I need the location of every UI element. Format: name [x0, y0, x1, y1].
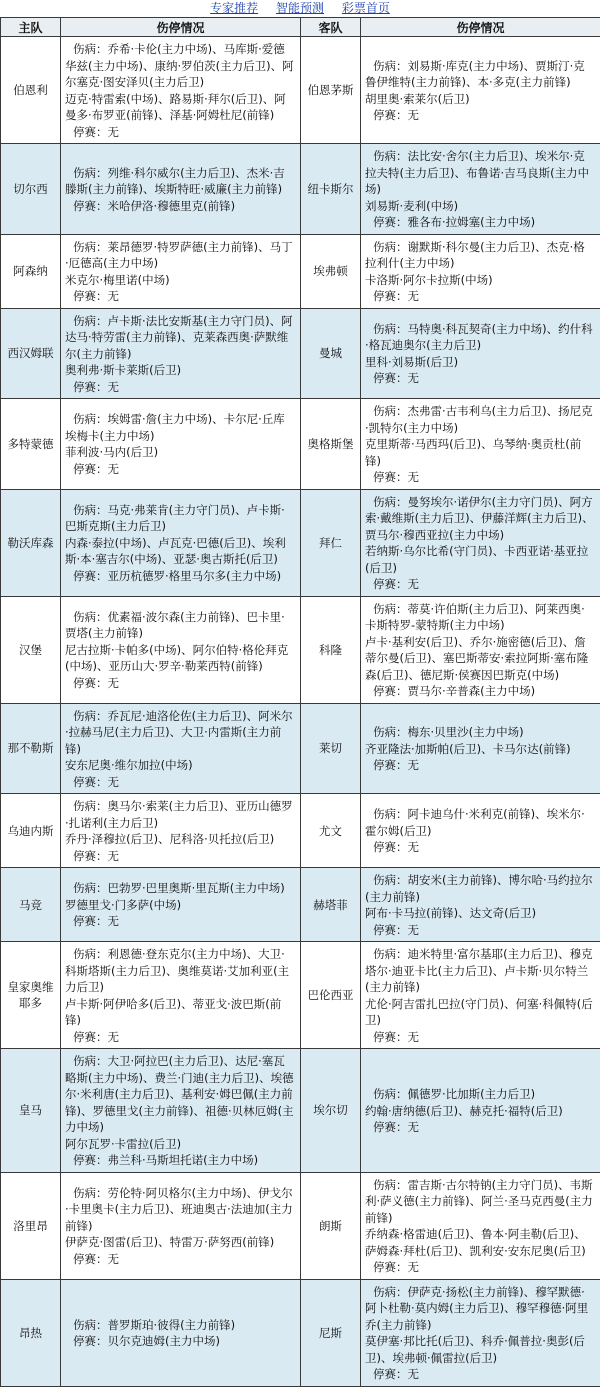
away-injury-info	[361, 399, 600, 490]
suspension-line	[65, 1333, 296, 1350]
suspension-label: 停赛：	[65, 849, 108, 863]
injury-line	[365, 724, 596, 741]
suspension-line	[365, 757, 596, 774]
away-team: 巴伦西亚	[301, 942, 361, 1049]
injury-more: 内森·泰拉(中场)、卢瓦克·巴德(后卫)、埃利斯·本·塞吉尔(中场)、亚瑟·奥古斯托(后卫)	[65, 535, 296, 568]
injury-more: 刘易斯·麦利(中场)	[365, 198, 596, 215]
away-team: 莱切	[301, 703, 361, 794]
away-injury-info	[361, 234, 600, 308]
home-injury-info	[61, 234, 301, 308]
suspension-label: 停赛：	[65, 199, 108, 213]
header-away-info: 伤停情况	[361, 18, 600, 37]
header-home-info: 伤停情况	[61, 18, 301, 37]
suspension-players: 无	[408, 923, 420, 937]
header-away: 客队	[301, 18, 361, 37]
home-injury-info	[61, 942, 301, 1049]
injury-players: 劳伦特·阿贝格尔(主力中场)、伊戈尔·卡里奥卡(主力后卫)、班迪奥古·法迪加(主力前锋)	[65, 1186, 293, 1233]
injury-players: 梅东·贝里沙(主力中场)	[408, 725, 524, 739]
suspension-line	[65, 1251, 296, 1268]
injury-players: 胡安米(主力前锋)、博尔哈·马约拉尔(主力前锋)	[365, 873, 593, 904]
suspension-players: 无	[408, 577, 420, 591]
home-team: 勒沃库森	[1, 489, 61, 596]
away-team: 科隆	[301, 596, 361, 703]
suspension-line	[365, 1029, 596, 1046]
suspension-players: 无	[408, 371, 420, 385]
suspension-line	[365, 1119, 596, 1136]
injury-line	[65, 708, 296, 758]
injury-more: 尼古拉斯·卡帕多(中场)、阿尔伯特·格伦拜克(中场)、亚历山大·罗辛·勒莱西特(前锋)	[65, 642, 296, 675]
home-team: 皇家奥维耶多	[1, 942, 61, 1049]
home-injury-info	[61, 308, 301, 399]
injury-players: 佩德罗·比加斯(主力后卫)	[408, 1087, 536, 1101]
injury-more: 尤伦·阿吉雷扎巴拉(守门员)、何塞·科佩特(后卫)	[365, 996, 596, 1029]
injury-players: 莱昂德罗·特罗萨德(主力前锋)、马丁·厄德高(主力中场)	[65, 240, 293, 271]
injury-more: 安东尼奥·维尔加拉(中场)	[65, 757, 296, 774]
suspension-line	[365, 469, 596, 486]
injury-players: 卢卡斯·法比安斯基(主力守门员)、阿达马·特劳雷(主力前锋)、克莱森西奥·萨默维尔(主力前锋)	[65, 314, 293, 361]
injury-line	[365, 1086, 596, 1103]
suspension-label: 停赛：	[365, 371, 408, 385]
injury-players: 曼努埃尔·诺伊尔(主力守门员)、阿方索·戴维斯(主力后卫)、伊藤洋辉(主力后卫)、贾马尔·穆西亚拉(主力中场)	[365, 495, 594, 542]
suspension-label: 停赛：	[365, 1030, 408, 1044]
home-injury-info	[61, 596, 301, 703]
injury-players: 伊萨克·扬松(主力前锋)、穆罕默德·阿卜杜勒·莫内姆(主力后卫)、穆罕穆德·阿里乔(主力前锋)	[365, 1285, 588, 1332]
suspension-line	[65, 1152, 296, 1169]
away-team: 尤文	[301, 794, 361, 868]
injury-players: 列维·科尔威尔(主力后卫)、杰米·吉滕斯(主力前锋)、埃斯特旺·威廉(主力前锋)	[65, 166, 285, 197]
injury-label: 伤病：	[65, 881, 108, 895]
injury-more: 阿尔瓦罗·卡雷拉(后卫)	[65, 1136, 296, 1153]
injury-line	[365, 872, 596, 905]
away-injury-info	[361, 1279, 600, 1386]
home-team: 那不勒斯	[1, 703, 61, 794]
injury-more: 齐亚隆法·加斯帕(后卫)、卡马尔达(前锋)	[365, 741, 596, 758]
injury-players: 利恩德·登东克尔(主力中场)、大卫·科斯塔斯(主力后卫)、奥维莫诺·艾加利亚(主力后卫)	[65, 947, 289, 994]
injury-label: 伤病：	[365, 322, 408, 336]
injury-players: 乔瓦尼·迪洛伦佐(主力后卫)、阿米尔·拉赫马尼(主力后卫)、大卫·内雷斯(主力前锋)	[65, 709, 293, 756]
suspension-line	[65, 124, 296, 141]
suspension-players: 无	[408, 1367, 420, 1381]
injury-label: 伤病：	[365, 1285, 408, 1299]
injury-line	[365, 806, 596, 839]
injury-line	[365, 148, 596, 198]
injury-line	[65, 946, 296, 996]
injury-players: 谢默斯·科尔曼(主力后卫)、杰克·格拉利什(主力中场)	[365, 240, 585, 271]
home-team: 马竞	[1, 868, 61, 942]
injury-line	[365, 239, 596, 272]
injury-more: 乔纳森·格雷迪(后卫)、鲁本·阿圭勒(后卫)、萨姆森·拜杜(后卫)、凯利安·安东尼奥(后卫)	[365, 1226, 596, 1259]
injury-label: 伤病：	[65, 314, 108, 328]
injury-players: 奥马尔·索莱(主力后卫)、亚历山德罗·扎诺利(主力后卫)	[65, 799, 293, 830]
match-list	[1, 37, 600, 1387]
injury-players: 乔希·卡伦(主力中场)、马库斯·爱德华兹(主力中场)、康纳·罗伯茨(主力后卫)、阿尔塞克·图安泽贝(主力后卫)	[65, 42, 294, 89]
home-team: 汉堡	[1, 596, 61, 703]
suspension-players: 无	[108, 125, 120, 139]
away-injury-info	[361, 1172, 600, 1279]
suspension-line	[65, 379, 296, 396]
suspension-label: 停赛：	[365, 1260, 408, 1274]
suspension-line	[65, 774, 296, 791]
suspension-players: 无	[408, 840, 420, 854]
suspension-players: 无	[108, 1030, 120, 1044]
injury-line	[365, 946, 596, 996]
injury-label: 伤病：	[365, 495, 408, 509]
injury-players: 马克·弗莱肯(主力守门员)、卢卡斯·巴斯克斯(主力后卫)	[65, 503, 285, 534]
suspension-label: 停赛：	[65, 914, 108, 928]
match-row	[1, 308, 600, 399]
suspension-label: 停赛：	[65, 676, 108, 690]
home-team: 切尔西	[1, 144, 61, 235]
suspension-label: 停赛：	[65, 775, 108, 789]
injury-label: 伤病：	[65, 240, 108, 254]
away-team: 尼斯	[301, 1279, 361, 1386]
suspension-players: 无	[108, 914, 120, 928]
suspension-players: 贾马尔·辛普森(主力中场)	[408, 684, 536, 698]
injury-line	[65, 798, 296, 831]
home-team: 阿森纳	[1, 234, 61, 308]
away-team: 赫塔菲	[301, 868, 361, 942]
injury-more: 莫伊塞·邦比托(后卫)、科乔·佩普拉·奥彭(后卫)、埃弗顿·佩雷拉(后卫)	[365, 1333, 596, 1366]
match-row	[1, 489, 600, 596]
home-injury-info	[61, 1279, 301, 1386]
suspension-line	[65, 461, 296, 478]
suspension-line	[365, 683, 596, 700]
injury-players: 阿卡迪乌什·米利克(前锋)、埃米尔·霍尔姆(后卫)	[365, 807, 585, 838]
injury-more: 奥利弗·斯卡莱斯(后卫)	[65, 362, 296, 379]
away-team: 纽卡斯尔	[301, 144, 361, 235]
suspension-line	[365, 107, 596, 124]
home-team: 洛里昂	[1, 1172, 61, 1279]
injury-players: 迪米特里·富尔基耶(主力后卫)、穆克塔尔·迪亚卡比(主力后卫)、卢卡斯·贝尔特兰(主力前锋)	[365, 947, 593, 994]
injury-line	[365, 58, 596, 91]
home-injury-info	[61, 144, 301, 235]
home-injury-info	[61, 1049, 301, 1173]
injury-more: 卡洛斯·阿尔卡拉斯(中场)	[365, 272, 596, 289]
match-row	[1, 399, 600, 490]
suspension-line	[365, 1259, 596, 1276]
nav-link-expert[interactable]: 专家推荐	[210, 1, 258, 15]
injury-players: 刘易斯·库克(主力中场)、贾斯汀·克鲁伊维特(主力前锋)、本·多克(主力前锋)	[365, 59, 585, 90]
suspension-label: 停赛：	[365, 577, 408, 591]
away-injury-info	[361, 308, 600, 399]
injury-line	[65, 411, 296, 444]
injury-label: 伤病：	[365, 149, 408, 163]
injury-label: 伤病：	[365, 240, 408, 254]
away-team: 埃尔切	[301, 1049, 361, 1173]
suspension-players: 无	[408, 1030, 420, 1044]
suspension-players: 雅各布·拉姆塞(主力中场)	[408, 215, 536, 229]
suspension-label: 停赛：	[65, 289, 108, 303]
injury-label: 伤病：	[365, 725, 408, 739]
away-team: 朗斯	[301, 1172, 361, 1279]
suspension-label: 停赛：	[65, 1252, 108, 1266]
away-team: 奥格斯堡	[301, 399, 361, 490]
injury-players: 普罗斯珀·彼得(主力前锋)	[108, 1318, 236, 1332]
suspension-players: 米哈伊洛·穆德里克(前锋)	[108, 199, 236, 213]
away-team: 埃弗顿	[301, 234, 361, 308]
injury-line	[365, 601, 596, 634]
away-injury-info	[361, 794, 600, 868]
injury-players: 大卫·阿拉巴(主力后卫)、达尼·塞瓦略斯(主力中场)、费兰·门迪(主力后卫)、埃德尔·米利唐(主力后卫)、基利安·姆巴佩(主力前锋)、罗德里戈(主力前锋)、祖德·贝林厄姆(主力中场)	[65, 1054, 294, 1134]
suspension-line	[65, 568, 296, 585]
injury-line	[365, 321, 596, 354]
injury-line	[365, 1284, 596, 1334]
injury-label: 伤病：	[65, 1054, 108, 1068]
injury-label: 伤病：	[365, 1087, 408, 1101]
match-row	[1, 942, 600, 1049]
suspension-players: 无	[108, 289, 120, 303]
suspension-line	[365, 214, 596, 231]
suspension-label: 停赛：	[65, 125, 108, 139]
injury-players: 法比安·舍尔(主力后卫)、埃米尔·克拉夫特(主力后卫)、布鲁诺·吉马良斯(主力中场)	[365, 149, 589, 196]
suspension-label: 停赛：	[65, 380, 108, 394]
suspension-line	[65, 848, 296, 865]
injury-label: 伤病：	[65, 1186, 108, 1200]
injury-players: 杰弗雷·古韦利乌(主力后卫)、扬尼克·凯特尔(主力中场)	[365, 404, 593, 435]
injury-line	[65, 41, 296, 91]
match-row	[1, 868, 600, 942]
suspension-label: 停赛：	[65, 1030, 108, 1044]
injury-line	[65, 1053, 296, 1136]
injury-line	[65, 165, 296, 198]
injury-line	[65, 880, 296, 897]
suspension-label: 停赛：	[65, 462, 108, 476]
match-row	[1, 234, 600, 308]
suspension-line	[365, 1366, 596, 1383]
injury-label: 伤病：	[65, 1318, 108, 1332]
away-injury-info	[361, 37, 600, 144]
suspension-label: 停赛：	[365, 840, 408, 854]
injury-more: 卢卡斯·阿伊哈多(后卫)、蒂亚戈·波巴斯(前锋)	[65, 996, 296, 1029]
suspension-line	[65, 198, 296, 215]
injury-more: 菲利波·马内(后卫)	[65, 444, 296, 461]
suspension-line	[365, 370, 596, 387]
nav-link-prediction[interactable]: 智能预测	[276, 1, 324, 15]
suspension-players: 无	[108, 1252, 120, 1266]
suspension-line	[65, 913, 296, 930]
away-team: 拜仁	[301, 489, 361, 596]
away-injury-info	[361, 942, 600, 1049]
injury-more: 乔丹·泽穆拉(后卫)、尼科洛·贝托拉(后卫)	[65, 831, 296, 848]
match-row	[1, 794, 600, 868]
injury-line	[65, 1185, 296, 1235]
suspension-players: 无	[408, 289, 420, 303]
suspension-label: 停赛：	[365, 684, 408, 698]
injury-more: 罗德里戈·门多萨(中场)	[65, 897, 296, 914]
injury-label: 伤病：	[365, 873, 408, 887]
suspension-line	[65, 1029, 296, 1046]
injury-players: 优素福·波尔森(主力前锋)、巴卡里·贾塔(主力前锋)	[65, 610, 285, 641]
injury-players: 马特奥·科瓦契奇(主力中场)、约什科·格瓦迪奥尔(主力后卫)	[365, 322, 593, 353]
suspension-label: 停赛：	[365, 758, 408, 772]
injury-label: 伤病：	[65, 799, 108, 813]
injury-players: 巴勃罗·巴里奥斯·里瓦斯(主力中场)	[108, 881, 285, 895]
suspension-players: 弗兰科·马斯坦托诺(主力中场)	[108, 1153, 259, 1167]
suspension-players: 贝尔克迪姆(主力中场)	[108, 1334, 220, 1348]
suspension-players: 无	[408, 1260, 420, 1274]
injury-label: 伤病：	[365, 404, 408, 418]
home-injury-info	[61, 489, 301, 596]
suspension-label: 停赛：	[65, 1153, 108, 1167]
suspension-players: 无	[108, 380, 120, 394]
away-injury-info	[361, 596, 600, 703]
injury-label: 伤病：	[65, 503, 108, 517]
home-team: 皇马	[1, 1049, 61, 1173]
home-team: 伯恩利	[1, 37, 61, 144]
away-injury-info	[361, 489, 600, 596]
suspension-label: 停赛：	[65, 1334, 108, 1348]
injury-more: 阿布·卡马拉(前锋)、达文奇(后卫)	[365, 905, 596, 922]
injury-line	[365, 1177, 596, 1227]
header-row	[1, 18, 600, 37]
suspension-label: 停赛：	[65, 569, 108, 583]
home-team: 乌迪内斯	[1, 794, 61, 868]
suspension-label: 停赛：	[365, 289, 408, 303]
injury-label: 伤病：	[65, 709, 108, 723]
injury-line	[365, 494, 596, 544]
injury-line	[65, 1317, 296, 1334]
match-row	[1, 1279, 600, 1386]
home-injury-info	[61, 868, 301, 942]
match-row	[1, 596, 600, 703]
suspension-label: 停赛：	[365, 470, 408, 484]
injury-more: 克里斯蒂·马西玛(后卫)、乌琴纳·奥贡杜(前锋)	[365, 436, 596, 469]
home-injury-info	[61, 1172, 301, 1279]
match-row	[1, 1049, 600, 1173]
nav-link-lottery-home[interactable]: 彩票首页	[342, 1, 390, 15]
injury-players: 雷吉斯·古尔特钠(主力守门员)、韦斯利·萨义德(主力前锋)、阿兰·圣马克西曼(主力前锋)	[365, 1178, 593, 1225]
injury-table	[0, 17, 600, 1387]
home-injury-info	[61, 399, 301, 490]
home-team: 西汉姆联	[1, 308, 61, 399]
match-row	[1, 37, 600, 144]
injury-more: 约翰·唐纳德(后卫)、赫克托·福特(后卫)	[365, 1103, 596, 1120]
injury-players: 蒂莫·许伯斯(主力后卫)、阿莱西奥·卡斯特罗-蒙特斯(主力中场)	[365, 602, 585, 633]
away-injury-info	[361, 703, 600, 794]
suspension-players: 无	[408, 1120, 420, 1134]
injury-line	[365, 403, 596, 436]
suspension-players: 无	[408, 758, 420, 772]
injury-label: 伤病：	[65, 42, 108, 56]
injury-more: 若纳斯·乌尔比希(守门员)、卡西亚诺·基亚拉(后卫)	[365, 543, 596, 576]
suspension-line	[65, 675, 296, 692]
suspension-line	[365, 839, 596, 856]
injury-more: 卢卡·基利安(后卫)、乔尔·施密德(后卫)、詹蒂尔曼(后卫)、塞巴斯蒂安·索拉阿斯·塞布隆森(后卫)、德尼斯·侯赛因巴斯克(中场)	[365, 634, 596, 684]
suspension-players: 无	[108, 849, 120, 863]
injury-more: 里科·刘易斯(后卫)	[365, 354, 596, 371]
home-team: 昂热	[1, 1279, 61, 1386]
away-injury-info	[361, 144, 600, 235]
away-team: 曼城	[301, 308, 361, 399]
injury-label: 伤病：	[65, 166, 108, 180]
away-injury-info	[361, 1049, 600, 1173]
header-home: 主队	[1, 18, 61, 37]
suspension-line	[365, 922, 596, 939]
injury-line	[65, 609, 296, 642]
suspension-label: 停赛：	[365, 108, 408, 122]
injury-line	[65, 502, 296, 535]
suspension-players: 无	[408, 108, 420, 122]
home-injury-info	[61, 37, 301, 144]
injury-more: 胡里奥·索莱尔(后卫)	[365, 91, 596, 108]
injury-label: 伤病：	[365, 1178, 408, 1192]
injury-label: 伤病：	[365, 602, 408, 616]
top-nav	[0, 0, 600, 17]
suspension-line	[365, 288, 596, 305]
home-injury-info	[61, 794, 301, 868]
injury-label: 伤病：	[365, 947, 408, 961]
suspension-players: 亚历杭德罗·格里马尔多(主力中场)	[108, 569, 282, 583]
away-injury-info	[361, 868, 600, 942]
injury-label: 伤病：	[365, 59, 408, 73]
injury-label: 伤病：	[65, 610, 108, 624]
injury-line	[65, 239, 296, 272]
match-row	[1, 703, 600, 794]
suspension-label: 停赛：	[365, 1367, 408, 1381]
injury-more: 迈克·特雷索(中场)、路易斯·拜尔(后卫)、阿曼多·布罗亚(前锋)、泽基·阿姆杜尼(前锋)	[65, 91, 296, 124]
suspension-players: 无	[108, 462, 120, 476]
match-row	[1, 144, 600, 235]
injury-label: 伤病：	[65, 412, 108, 426]
suspension-label: 停赛：	[365, 215, 408, 229]
suspension-players: 无	[108, 775, 120, 789]
injury-label: 伤病：	[365, 807, 408, 821]
injury-label: 伤病：	[65, 947, 108, 961]
suspension-players: 无	[108, 676, 120, 690]
injury-more: 米克尔·梅里诺(中场)	[65, 272, 296, 289]
injury-more: 伊萨克·图雷(后卫)、特雷万·萨努西(前锋)	[65, 1234, 296, 1251]
home-injury-info	[61, 703, 301, 794]
match-row	[1, 1172, 600, 1279]
suspension-line	[365, 576, 596, 593]
injury-line	[65, 313, 296, 363]
injury-players: 埃姆雷·詹(主力中场)、卡尔尼·丘库埃梅卡(主力中场)	[65, 412, 285, 443]
suspension-line	[65, 288, 296, 305]
away-team: 伯恩茅斯	[301, 37, 361, 144]
suspension-label: 停赛：	[365, 1120, 408, 1134]
suspension-players: 无	[408, 470, 420, 484]
home-team: 多特蒙德	[1, 399, 61, 490]
suspension-label: 停赛：	[365, 923, 408, 937]
